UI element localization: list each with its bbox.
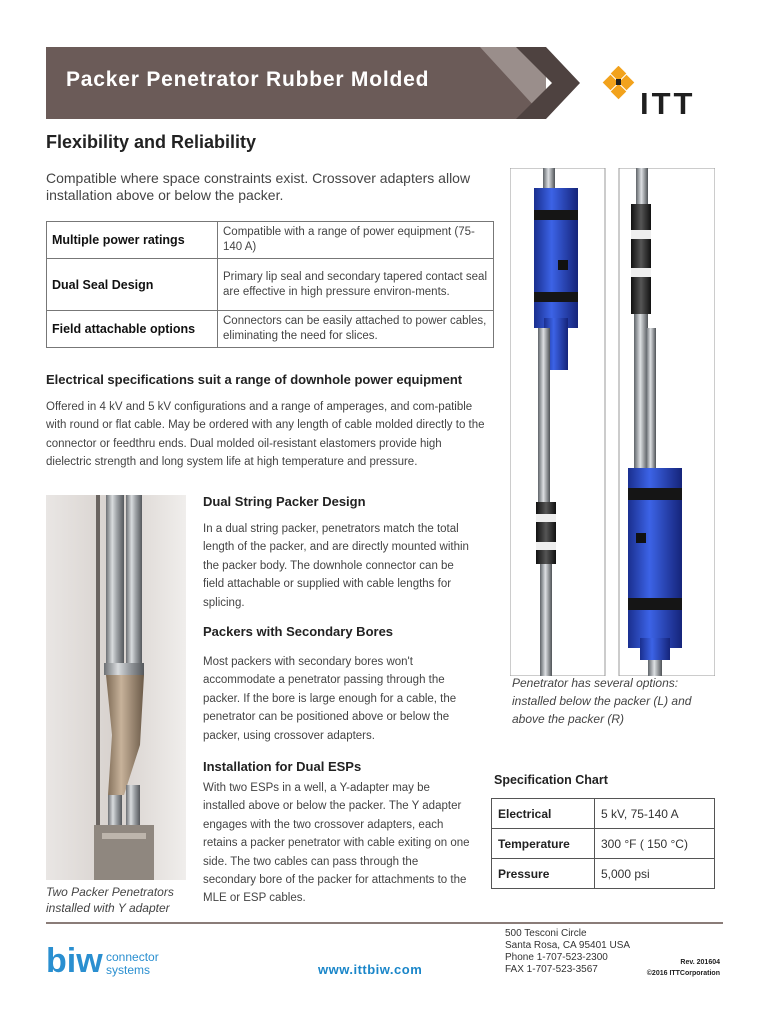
feature-desc: Compatible with a range of power equipment (75-140 A) (218, 222, 494, 259)
table-row (492, 829, 715, 859)
electrical-heading: Electrical specifications suit a range of downhole power equipment (46, 372, 463, 387)
spec-value: 5,000 psi (595, 859, 715, 889)
heading-dual-string: Dual String Packer Design (203, 494, 366, 509)
spec-label: Pressure (492, 859, 595, 889)
left-photo-caption: Two Packer Penetrators installed with Y adapter (46, 885, 174, 915)
penetrator-options-photo (510, 168, 715, 676)
section-heading-flexibility: Flexibility and Reliability (46, 132, 257, 152)
table-row (47, 311, 494, 348)
dual-penetrator-photo (46, 495, 186, 880)
spec-chart-title: Specification Chart (494, 773, 608, 787)
biw-sub-connector: connector (106, 950, 159, 964)
table-row (47, 259, 494, 311)
revision-number: Rev. 201604 (680, 959, 720, 966)
intro-text: Compatible where space constraints exist. Crossover adapters allow installation above or below the packer. (46, 170, 471, 203)
right-photo-caption: Penetrator has several options: installed below the packer (L) and above the packer (R) (512, 676, 692, 726)
electrical-text: Offered in 4 kV and 5 kV configurations and a range of amperages, and com-patible with round or flat cable. May be ordered with any length of cable molded directly to the connector or feedthru ends. Dual molded oil-resistant elastomers provide high dielectric strength and long system life at high temperature and pressure. (46, 401, 485, 469)
website-link[interactable]: www.ittbiw.com (318, 962, 423, 977)
biw-sub-systems: systems (106, 963, 151, 977)
itt-logo-text: ITT (640, 86, 696, 121)
revision-info (600, 957, 720, 979)
feature-name: Multiple power ratings (47, 222, 218, 259)
feature-table (46, 221, 494, 348)
address-line: 500 Tesconi Circle (505, 928, 587, 939)
heading-secondary-bores: Packers with Secondary Bores (203, 624, 394, 639)
text-dual-string: In a dual string packer, penetrators match the total length of the packer, and are directly mounted within the packer body. The downhole connector can be field attachable or supplied with cable lengths for splicing. (203, 523, 469, 609)
text-dual-esps: With two ESPs in a well, a Y-adapter may be installed above or below the packer. The Y adapter engages with the two crossover adapters, each retains a packer penetrator with cable exiting on one side. The two cables can pass through the secondary bore of the packer for attachments to the MLE or ESP cables. (203, 782, 470, 905)
address-line: Phone 1-707-523-2300 (505, 952, 608, 963)
feature-name: Field attachable options (47, 311, 218, 348)
copyright-text: ©2016 ITTCorporation (646, 970, 720, 977)
table-row (492, 859, 715, 889)
biw-logo-text: biw (46, 942, 103, 980)
address-line: FAX 1-707-523-3567 (505, 964, 598, 975)
spec-label: Temperature (492, 829, 595, 859)
feature-desc: Primary lip seal and secondary tapered contact seal are effective in high pressure environ-ments. (218, 259, 494, 311)
table-row (47, 222, 494, 259)
heading-dual-esps: Installation for Dual ESPs (203, 759, 362, 774)
table-row (492, 799, 715, 829)
spec-chart-table (491, 798, 715, 889)
feature-desc: Connectors can be easily attached to power cables, eliminating the need for slices. (218, 311, 494, 348)
spec-label: Electrical (492, 799, 595, 829)
spec-value: 300 °F ( 150 °C) (595, 829, 715, 859)
address-line: Santa Rosa, CA 95401 USA (505, 940, 631, 951)
text-secondary-bores: Most packers with secondary bores won't accommodate a penetrator passing through the packer. If the bore is large enough for a cable, the penetrator can be positioned above or below the packer, using crossover adapters. (203, 656, 457, 742)
footer-divider (46, 922, 723, 924)
spec-value: 5 kV, 75-140 A (595, 799, 715, 829)
page-title: Packer Penetrator Rubber Molded (66, 68, 430, 91)
feature-name: Dual Seal Design (47, 259, 218, 311)
itt-logo-icon (602, 66, 638, 106)
